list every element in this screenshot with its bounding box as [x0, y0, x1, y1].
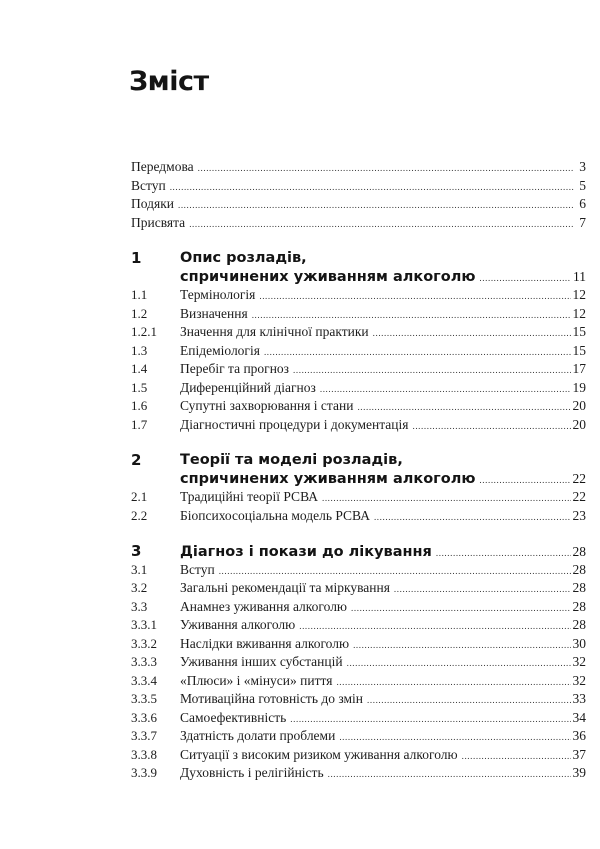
dot-leader — [351, 599, 570, 618]
section-page: 19 — [572, 379, 586, 395]
toc-entry-page: 6 — [579, 196, 586, 211]
section-number: 3.3.3 — [131, 654, 157, 669]
section-page: 20 — [572, 398, 586, 413]
section-page: 22 — [572, 489, 586, 504]
section-page: 23 — [572, 507, 586, 523]
section-page: 32 — [572, 654, 586, 669]
section-page: 12 — [572, 287, 586, 302]
toc-entry-label: Передмова — [131, 159, 194, 174]
section-page: 20 — [572, 416, 586, 432]
section-label: Перебіг та прогноз — [180, 361, 290, 376]
dot-leader — [436, 544, 571, 563]
section-page: 37 — [572, 746, 586, 762]
section-label: Значення для клінічної практики — [180, 324, 369, 339]
dot-leader — [367, 691, 570, 710]
dot-leader — [394, 580, 571, 599]
dot-leader — [336, 673, 570, 692]
section-number: 3.3.4 — [131, 672, 157, 688]
toc-entry-front[interactable] — [131, 214, 586, 233]
toc-entry[interactable] — [131, 379, 586, 398]
section-page: 15 — [572, 342, 586, 358]
section-number: 3.3.9 — [131, 765, 157, 780]
section-number: 3.3.5 — [131, 691, 157, 706]
toc-entry[interactable] — [131, 672, 586, 691]
section-label: Біопсихосоціальна модель РСВА — [180, 507, 370, 523]
dot-leader — [198, 159, 574, 178]
toc-entry[interactable] — [131, 579, 586, 598]
section-number: 1.7 — [131, 416, 148, 432]
toc-entry[interactable] — [131, 746, 586, 765]
section-number: 1.2 — [131, 305, 148, 321]
section-page: 28 — [572, 617, 586, 632]
section-number: 2.2 — [131, 507, 148, 523]
chapter-number: 3 — [131, 542, 142, 560]
dot-leader — [347, 654, 571, 673]
section-label: Традиційні теорії РСВА — [180, 489, 318, 504]
toc-entry[interactable] — [131, 360, 586, 379]
section-page: 36 — [572, 728, 586, 743]
toc-entry-page: 7 — [579, 214, 586, 230]
toc-entry[interactable] — [131, 727, 586, 746]
section-number: 3.3.6 — [131, 709, 157, 725]
chapter-2 — [131, 451, 586, 525]
section-label: Уживання алкоголю — [180, 617, 296, 632]
toc-entry[interactable] — [131, 488, 586, 507]
dot-leader — [259, 287, 570, 306]
chapter-title: Опис розладів, — [180, 250, 307, 266]
toc-entry-front[interactable] — [131, 195, 586, 214]
section-page: 32 — [572, 672, 586, 688]
dot-leader — [353, 636, 570, 655]
toc-entry-front[interactable] — [131, 158, 586, 177]
section-number: 3.2 — [131, 580, 148, 595]
toc-entry-front[interactable] — [131, 177, 586, 196]
section-number: 1.6 — [131, 398, 148, 413]
dot-leader — [299, 617, 570, 636]
section-page: 28 — [572, 561, 586, 577]
toc-entry[interactable] — [131, 709, 586, 728]
dot-leader — [357, 398, 570, 417]
dot-leader — [252, 306, 571, 325]
section-label: Диференційний діагноз — [180, 379, 316, 395]
section-number: 3.1 — [131, 561, 148, 577]
chapter-heading-line1[interactable] — [131, 451, 586, 470]
section-number: 3.3.8 — [131, 746, 157, 762]
section-label: Епідеміологія — [180, 342, 260, 358]
section-label: Діагностичні процедури і документація — [180, 416, 409, 432]
section-label: Анамнез уживання алкоголю — [180, 598, 348, 614]
section-label: Духовність і релігійність — [180, 765, 324, 780]
chapter-heading-line1[interactable] — [131, 249, 586, 268]
dot-leader — [373, 324, 571, 343]
dot-leader — [479, 471, 570, 490]
dot-leader — [320, 380, 571, 399]
toc-entry[interactable] — [131, 764, 586, 783]
section-label: Термінологія — [180, 287, 256, 302]
dot-leader — [412, 417, 570, 436]
section-label: Самоефективність — [180, 709, 287, 725]
dot-leader — [293, 361, 570, 380]
dot-leader — [479, 269, 571, 288]
toc-entry[interactable] — [131, 342, 586, 361]
section-page: 30 — [572, 635, 586, 651]
dot-leader — [264, 343, 571, 362]
dot-leader — [374, 508, 571, 527]
section-page: 39 — [572, 765, 586, 780]
section-label: «Плюси» і «мінуси» пиття — [180, 672, 333, 688]
section-number: 2.1 — [131, 489, 148, 504]
dot-leader — [170, 178, 574, 197]
chapter-heading-line2[interactable] — [131, 268, 586, 287]
toc-entry[interactable] — [131, 653, 586, 672]
section-label: Загальні рекомендації та міркування — [180, 580, 390, 595]
section-label: Визначення — [180, 305, 248, 321]
toc-entry[interactable] — [131, 305, 586, 324]
toc-entry[interactable] — [131, 286, 586, 305]
toc-entry-label: Вступ — [131, 177, 166, 193]
dot-leader — [219, 562, 571, 581]
chapter-page: 28 — [572, 544, 586, 559]
toc-entry[interactable] — [131, 598, 586, 617]
page-title: Зміст — [129, 66, 209, 97]
dot-leader — [178, 196, 574, 215]
chapter-title: Діагноз і покази до лікування — [180, 544, 432, 560]
toc-entry[interactable] — [131, 397, 586, 416]
chapter-page: 11 — [573, 268, 586, 284]
chapter-number: 2 — [131, 451, 142, 469]
section-number: 3.3 — [131, 598, 148, 614]
toc-entry[interactable] — [131, 690, 586, 709]
toc-entry[interactable] — [131, 561, 586, 580]
chapter-heading-line2[interactable] — [131, 470, 586, 489]
section-number: 1.3 — [131, 342, 148, 358]
chapter-title-continued: спричинених уживанням алкоголю — [180, 268, 476, 285]
section-number: 3.3.2 — [131, 635, 157, 651]
section-number: 1.5 — [131, 379, 148, 395]
toc-entry[interactable] — [131, 507, 586, 526]
chapter-title-continued: спричинених уживанням алкоголю — [180, 470, 476, 487]
dot-leader — [322, 489, 571, 508]
section-page: 33 — [572, 691, 586, 706]
section-page: 15 — [572, 324, 586, 339]
chapter-number: 1 — [131, 249, 142, 267]
section-label: Вступ — [180, 561, 215, 577]
chapter-title: Теорії та моделі розладів, — [180, 452, 403, 468]
section-label: Супутні захворювання і стани — [180, 398, 354, 413]
chapter-heading[interactable] — [131, 542, 586, 561]
section-label: Уживання інших субстанцій — [180, 654, 343, 669]
section-number: 3.3.7 — [131, 728, 157, 743]
section-page: 28 — [572, 580, 586, 595]
chapter-3 — [131, 542, 586, 783]
dot-leader — [339, 728, 570, 747]
table-of-contents — [131, 158, 586, 783]
section-page: 17 — [572, 361, 586, 376]
toc-entry[interactable] — [131, 635, 586, 654]
section-page: 34 — [572, 709, 586, 725]
section-number: 1.1 — [131, 287, 148, 302]
chapter-page: 22 — [572, 470, 586, 486]
dot-leader — [462, 747, 571, 766]
toc-entry-page: 5 — [579, 177, 586, 193]
section-label: Здатність долати проблеми — [180, 728, 336, 743]
dot-leader — [189, 215, 574, 234]
section-label: Мотиваційна готовність до змін — [180, 691, 364, 706]
toc-entry[interactable] — [131, 416, 586, 435]
section-page: 12 — [572, 305, 586, 321]
section-label: Наслідки вживання алкоголю — [180, 635, 350, 651]
toc-entry-label: Подяки — [131, 196, 174, 211]
dot-leader — [328, 765, 571, 784]
front-matter-list — [131, 158, 586, 232]
section-label: Ситуації з високим ризиком уживання алкоголю — [180, 746, 458, 762]
chapter-1 — [131, 249, 586, 434]
toc-entry-page: 3 — [579, 159, 586, 174]
section-number: 1.4 — [131, 361, 148, 376]
section-page: 28 — [572, 598, 586, 614]
section-number: 3.3.1 — [131, 617, 157, 632]
section-number: 1.2.1 — [131, 324, 157, 339]
toc-entry[interactable] — [131, 616, 586, 635]
dot-leader — [290, 710, 570, 729]
toc-entry-label: Присвята — [131, 214, 186, 230]
toc-entry[interactable] — [131, 323, 586, 342]
